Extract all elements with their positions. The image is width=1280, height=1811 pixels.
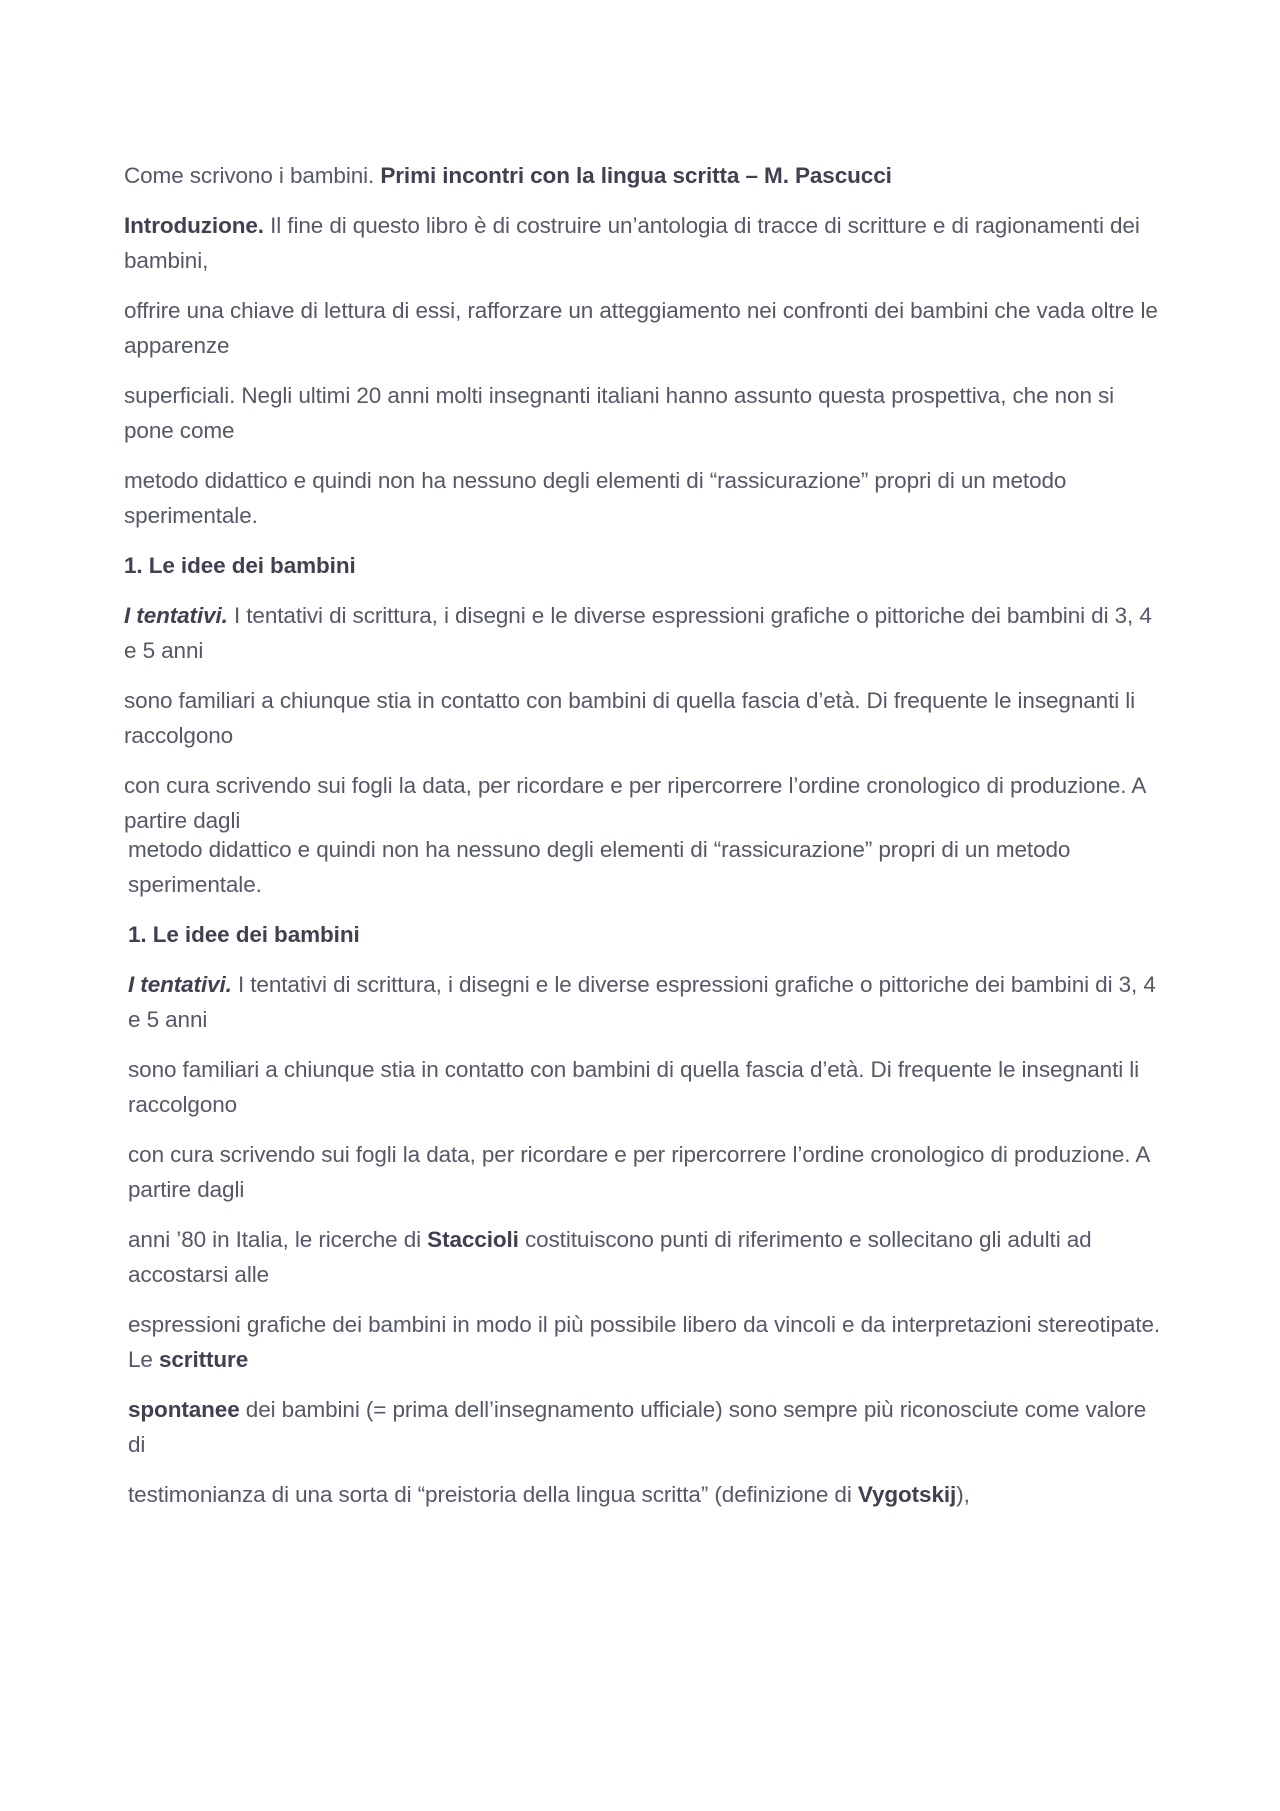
anni-bold-staccioli: Staccioli — [427, 1227, 519, 1252]
tentativi-label-repeat: I tentativi. — [128, 972, 232, 997]
intro-paragraph — [124, 208, 1164, 278]
title-line — [124, 158, 1164, 193]
paragraph-cura: con cura scrivendo sui fogli la data, per ricordare e per ripercorrere l’ordine cronologico di produzione. A partire dagli — [124, 773, 1146, 833]
document-body-first-part — [124, 158, 1164, 838]
intro-label: Introduzione. — [124, 213, 264, 238]
paragraph-testimonianza — [128, 1477, 1168, 1512]
tentativi-paragraph — [124, 598, 1164, 668]
spontanee-bold: spontanee — [128, 1397, 240, 1422]
intro-text: Il fine di questo libro è di costruire un’antologia di tracce di scritture e di ragionamenti dei bambini, — [124, 213, 1140, 273]
anni-text-before: anni ’80 in Italia, le ricerche di — [128, 1227, 428, 1252]
title-prefix: Come scrivono i bambini. — [124, 163, 381, 188]
section-heading-repeat: 1. Le idee dei bambini — [128, 922, 360, 947]
tentativi-text-repeat: I tentativi di scrittura, i disegni e le diverse espressioni grafiche o pittoriche dei bambini di 3, 4 e 5 anni — [128, 972, 1156, 1032]
paragraph-espressioni — [128, 1307, 1168, 1377]
document-title: Primi incontri con la lingua scritta – M. Pascucci — [380, 163, 892, 188]
tentativi-label: I tentativi. — [124, 603, 228, 628]
paragraph-anni — [128, 1222, 1168, 1292]
paragraph-familiari: sono familiari a chiunque stia in contatto con bambini di quella fascia d’età. Di frequente le insegnanti li raccolgono — [124, 688, 1136, 748]
paragraph-superficiali: superficiali. Negli ultimi 20 anni molti insegnanti italiani hanno assunto questa prospettiva, che non si pone come — [124, 383, 1115, 443]
testimonianza-bold-vygotskij: Vygotskij — [857, 1482, 957, 1507]
spontanee-text-after: dei bambini (= prima dell’insegnamento ufficiale) sono sempre più riconosciute come valore di — [128, 1397, 1147, 1457]
paragraph-offrire: offrire una chiave di lettura di essi, rafforzare un atteggiamento nei confronti dei bambini che vada oltre le apparenze — [124, 298, 1158, 358]
section-heading: 1. Le idee dei bambini — [124, 553, 356, 578]
document-body-second-part — [128, 832, 1168, 1527]
paragraph-familiari-repeat: sono familiari a chiunque stia in contatto con bambini di quella fascia d’età. Di frequente le insegnanti li raccolgono — [128, 1057, 1140, 1117]
paragraph-metodo: metodo didattico e quindi non ha nessuno degli elementi di “rassicurazione” propri di un metodo sperimentale. — [124, 468, 1067, 528]
tentativi-text: I tentativi di scrittura, i disegni e le diverse espressioni grafiche o pittoriche dei bambini di 3, 4 e 5 anni — [124, 603, 1152, 663]
paragraph-cura-repeat: con cura scrivendo sui fogli la data, per ricordare e per ripercorrere l’ordine cronologico di produzione. A partire dagli — [128, 1142, 1150, 1202]
paragraph-metodo-repeat: metodo didattico e quindi non ha nessuno degli elementi di “rassicurazione” propri di un metodo sperimentale. — [128, 837, 1071, 897]
espressioni-text-before: espressioni grafiche dei bambini in modo il più possibile libero da vincoli e da interpretazioni stereotipate. Le — [128, 1312, 1161, 1372]
anni-text-after: costituiscono punti di riferimento e sollecitano gli adulti ad accostarsi alle — [128, 1227, 1092, 1287]
testimonianza-text-after: ), — [956, 1482, 970, 1507]
testimonianza-text-before: testimonianza di una sorta di “preistoria della lingua scritta” (definizione di — [128, 1482, 858, 1507]
paragraph-spontanee — [128, 1392, 1168, 1462]
espressioni-bold-scritture: scritture — [158, 1347, 249, 1372]
tentativi-paragraph-repeat — [128, 967, 1168, 1037]
